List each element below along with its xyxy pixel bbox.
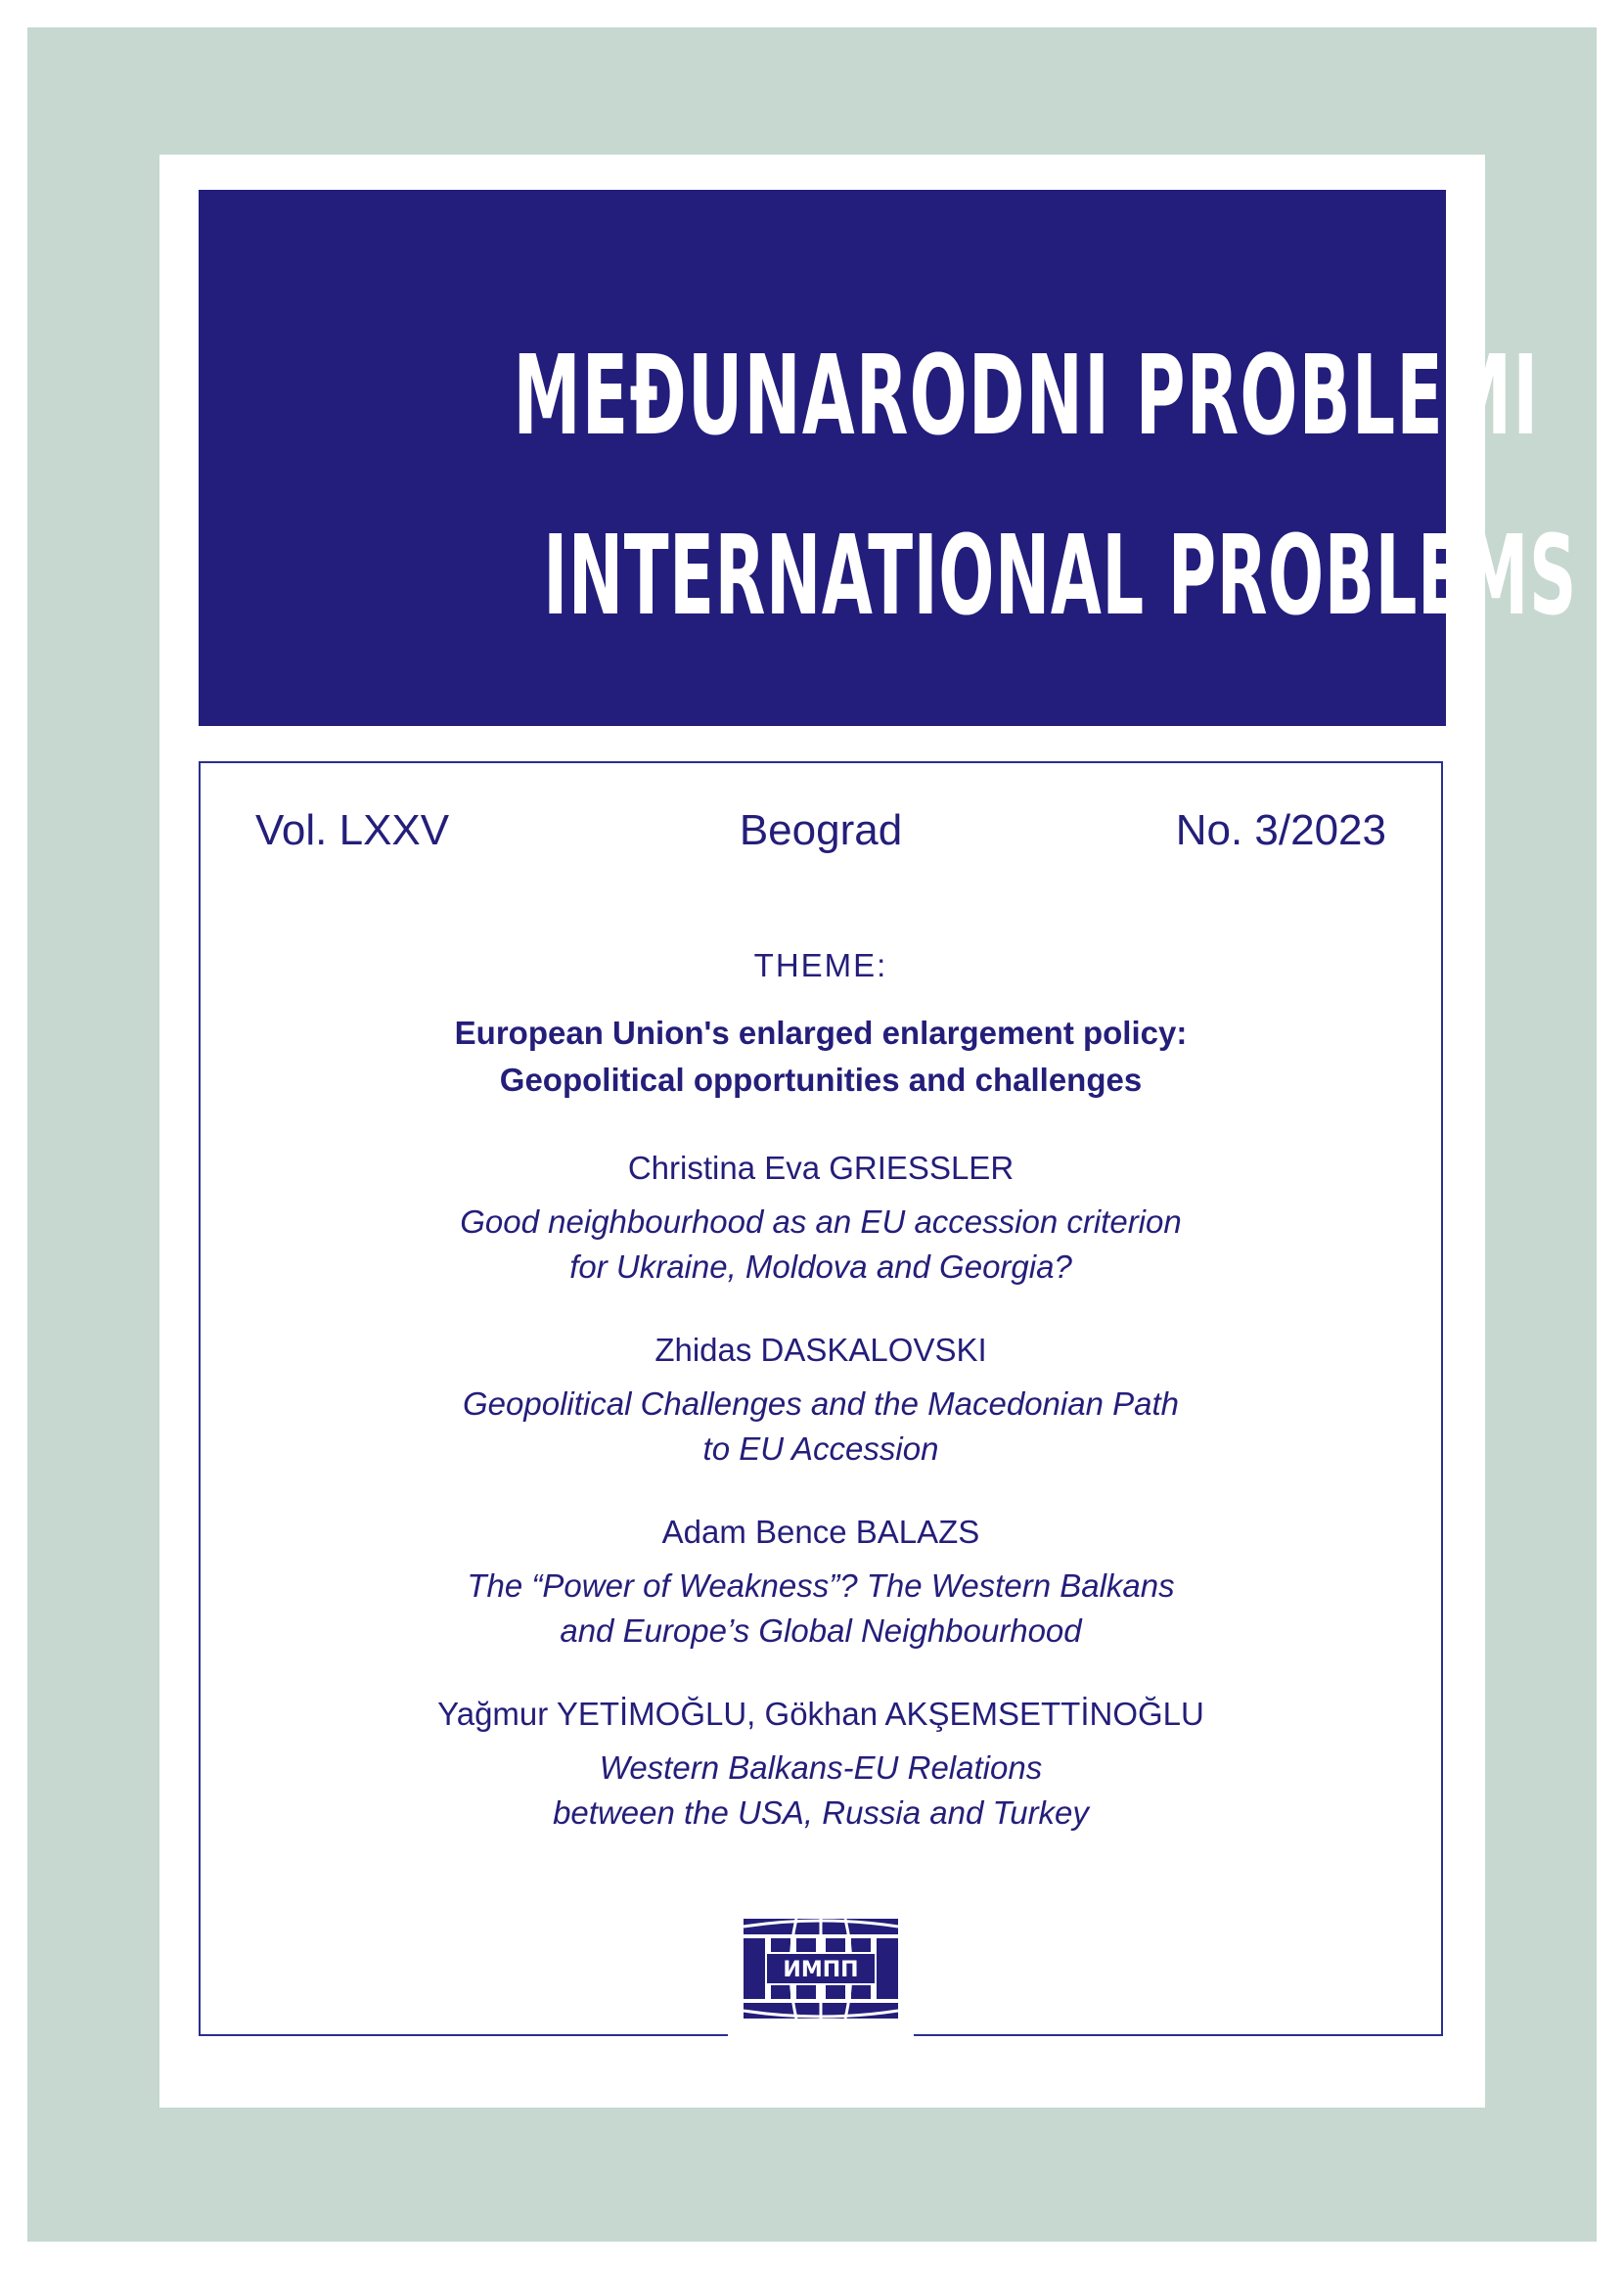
theme-title-line-1: European Union's enlarged enlargement policy: xyxy=(454,1015,1188,1051)
theme-title xyxy=(201,1010,1441,1104)
journal-title-english: INTERNATIONAL PROBLEMS xyxy=(543,513,1577,640)
volume-label: Vol. LXXV xyxy=(255,806,450,854)
cover-page xyxy=(159,155,1577,2108)
article-title-line-1: The “Power of Weakness”? The Western Balkans xyxy=(467,1567,1175,1604)
contents-box xyxy=(199,761,1443,2036)
article-entry xyxy=(201,1511,1441,1654)
theme-label: THEME: xyxy=(753,947,888,983)
issue-meta-row xyxy=(255,806,1386,865)
issue-number-label: No. 3/2023 xyxy=(1175,806,1386,854)
theme-title-line-2: Geopolitical opportunities and challenges xyxy=(499,1062,1143,1098)
globe-logo-icon xyxy=(738,1915,904,2022)
article-title-line-2: and Europe’s Global Neighbourhood xyxy=(560,1612,1082,1649)
article-title-line-1: Western Balkans-EU Relations xyxy=(599,1749,1043,1786)
article-author: Christina Eva GRIESSLER xyxy=(627,1150,1015,1186)
journal-title-band xyxy=(199,190,1577,726)
article-list xyxy=(201,1147,1441,1875)
article-title-line-1: Geopolitical Challenges and the Macedonian Path xyxy=(463,1385,1179,1422)
article-author: Adam Bence BALAZS xyxy=(661,1514,980,1550)
publisher-logo-wrap xyxy=(728,1915,914,2036)
article-title-line-2: to EU Accession xyxy=(702,1430,939,1467)
journal-title-native: MEĐUNARODNI PROBLEMI xyxy=(513,333,1540,460)
article-author: Zhidas DASKALOVSKI xyxy=(654,1332,987,1368)
article-author: Yağmur YETİMOĞLU, Gökhan AKŞEMSETTİNOĞLU xyxy=(437,1696,1204,1732)
article-title-line-2: between the USA, Russia and Turkey xyxy=(553,1794,1089,1831)
article-title-line-1: Good neighbourhood as an EU accession criterion xyxy=(460,1203,1182,1240)
article-entry xyxy=(201,1147,1441,1290)
article-title-line-2: for Ukraine, Moldova and Georgia? xyxy=(569,1248,1072,1285)
city-label: Beograd xyxy=(739,806,903,854)
logo-text: ИМПП xyxy=(783,1958,859,1982)
article-entry xyxy=(201,1693,1441,1836)
article-entry xyxy=(201,1329,1441,1472)
